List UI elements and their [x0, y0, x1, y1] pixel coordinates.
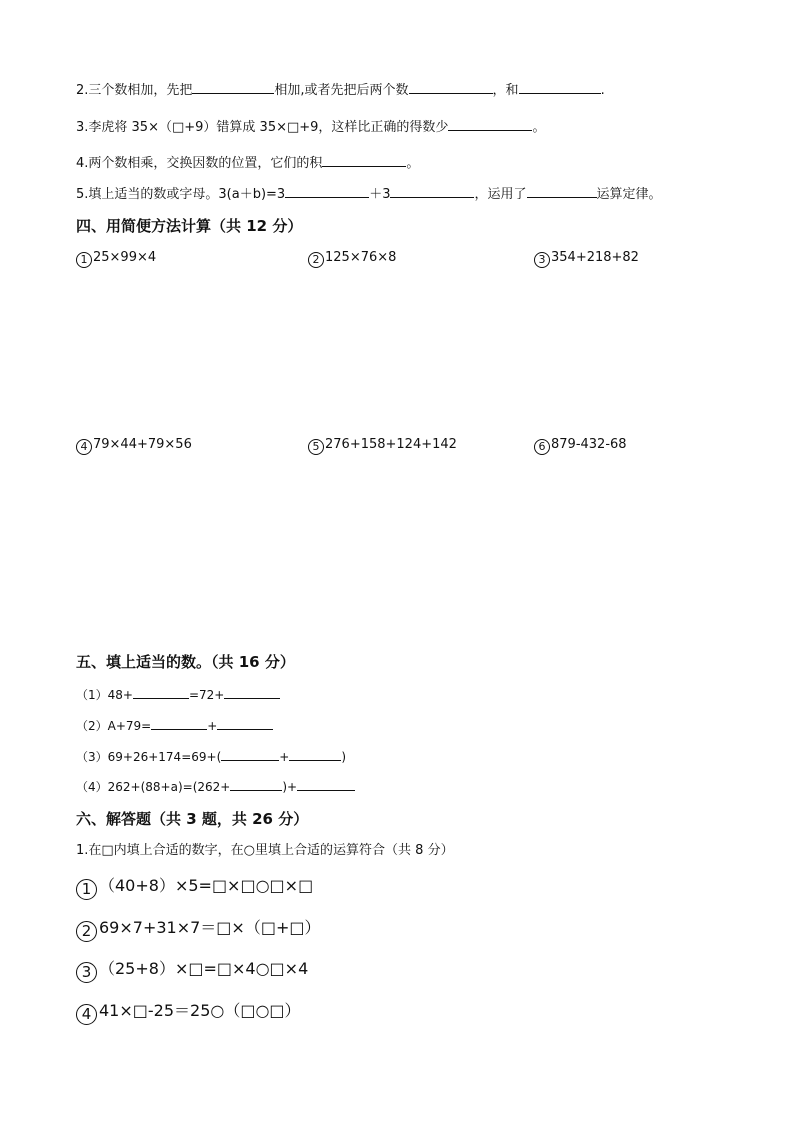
fill-q3-text-c: ): [341, 750, 346, 764]
circled-number: 2: [308, 252, 324, 268]
circled-number: 4: [76, 439, 92, 455]
calc-expression: 276+158+124+142: [325, 437, 457, 452]
q2-text-d: .: [600, 83, 605, 98]
answer-blank[interactable]: [230, 778, 282, 791]
fill-q1-text-a: （1）48+: [76, 688, 133, 702]
answer-blank[interactable]: [527, 185, 597, 198]
calc-expression: 79×44+79×56: [93, 437, 192, 452]
circled-number: 3: [534, 252, 550, 268]
calc-problem-5: [308, 435, 457, 455]
fill-q3-text-a: （3）69+26+174=69+(: [76, 750, 222, 764]
q3-text-a: 3.李虎将 35×（□+9）错算成 35×□+9，这样比正确的得数少: [76, 120, 449, 135]
question-3: [76, 118, 545, 138]
operator-item-text: 69×7+31×7＝□×（□+□）: [99, 918, 321, 937]
fill-question-4: [76, 777, 355, 797]
calc-problem-4: [76, 435, 192, 455]
operator-item-1: [76, 876, 313, 900]
circled-number: 1: [76, 252, 92, 268]
answer-blank[interactable]: [297, 778, 355, 791]
operator-item-text: 41×□-25＝25○（□○□）: [99, 1001, 301, 1020]
answer-blank[interactable]: [289, 748, 341, 761]
calc-problem-2: [308, 248, 396, 268]
fill-q4-text-a: （4）262+(88+a)=(262+: [76, 780, 231, 794]
q2-text-b: 相加,或者先把后两个数: [274, 83, 409, 98]
q5-text-d: 运算定律。: [596, 187, 662, 202]
calc-expression: 354+218+82: [551, 250, 639, 265]
q4-text-a: 4.两个数相乘，交换因数的位置，它们的积: [76, 156, 323, 171]
fill-question-3: [76, 747, 346, 767]
answer-blank[interactable]: [519, 81, 601, 94]
q4-text-b: 。: [406, 156, 420, 171]
operator-item-text: （40+8）×5=□×□○□×□: [99, 876, 314, 895]
circled-number: 6: [534, 439, 550, 455]
circled-number: 3: [76, 962, 97, 983]
fill-q2-text-b: +: [207, 719, 218, 733]
circled-number: 4: [76, 1004, 97, 1025]
circled-number: 5: [308, 439, 324, 455]
fill-question-1: [76, 685, 280, 705]
answer-blank[interactable]: [133, 686, 189, 699]
q2-text-c: ，和: [492, 83, 519, 98]
calc-expression: 879-432-68: [551, 437, 627, 452]
operator-item-2: [76, 918, 320, 942]
calc-problem-6: [534, 435, 627, 455]
question-2: [76, 81, 605, 101]
answer-blank[interactable]: [390, 185, 474, 198]
fill-q3-text-b: +: [279, 750, 290, 764]
operator-item-3: [76, 959, 308, 983]
q5-text-a: 5.填上适当的数或字母。3(a＋b)=3: [76, 187, 286, 202]
operator-item-4: [76, 1001, 301, 1025]
fill-question-2: [76, 716, 273, 736]
section-4-title: 四、用简便方法计算（共 12 分）: [76, 217, 303, 235]
answer-blank[interactable]: [322, 154, 406, 167]
answer-blank[interactable]: [224, 686, 280, 699]
question-5: [76, 185, 662, 205]
answer-blank[interactable]: [409, 81, 493, 94]
circled-number: 2: [76, 921, 97, 942]
section-5-title: 五、填上适当的数。（共 16 分）: [76, 653, 295, 671]
calc-problem-1: [76, 248, 156, 268]
fill-q4-text-b: )+: [282, 780, 298, 794]
question-6-1-prompt: 1.在□内填上合适的数字，在○里填上合适的运算符合（共 8 分）: [76, 843, 454, 858]
answer-blank[interactable]: [192, 81, 274, 94]
operator-item-text: （25+8）×□=□×4○□×4: [99, 959, 309, 978]
circled-number: 1: [76, 879, 97, 900]
q3-text-b: 。: [532, 120, 546, 135]
q5-text-b: ＋3: [369, 187, 391, 202]
calc-problem-3: [534, 248, 639, 268]
section-6-title: 六、解答题（共 3 题，共 26 分）: [76, 810, 309, 828]
q2-text-a: 2.三个数相加，先把: [76, 83, 193, 98]
calc-expression: 25×99×4: [93, 250, 157, 265]
answer-blank[interactable]: [285, 185, 369, 198]
answer-blank[interactable]: [448, 118, 532, 131]
q5-text-c: ，运用了: [474, 187, 527, 202]
fill-q2-text-a: （2）A+79=: [76, 719, 152, 733]
calc-expression: 125×76×8: [325, 250, 397, 265]
question-4: [76, 154, 419, 174]
answer-blank[interactable]: [151, 717, 207, 730]
answer-blank[interactable]: [221, 748, 279, 761]
answer-blank[interactable]: [217, 717, 273, 730]
fill-q1-text-b: =72+: [188, 688, 225, 702]
